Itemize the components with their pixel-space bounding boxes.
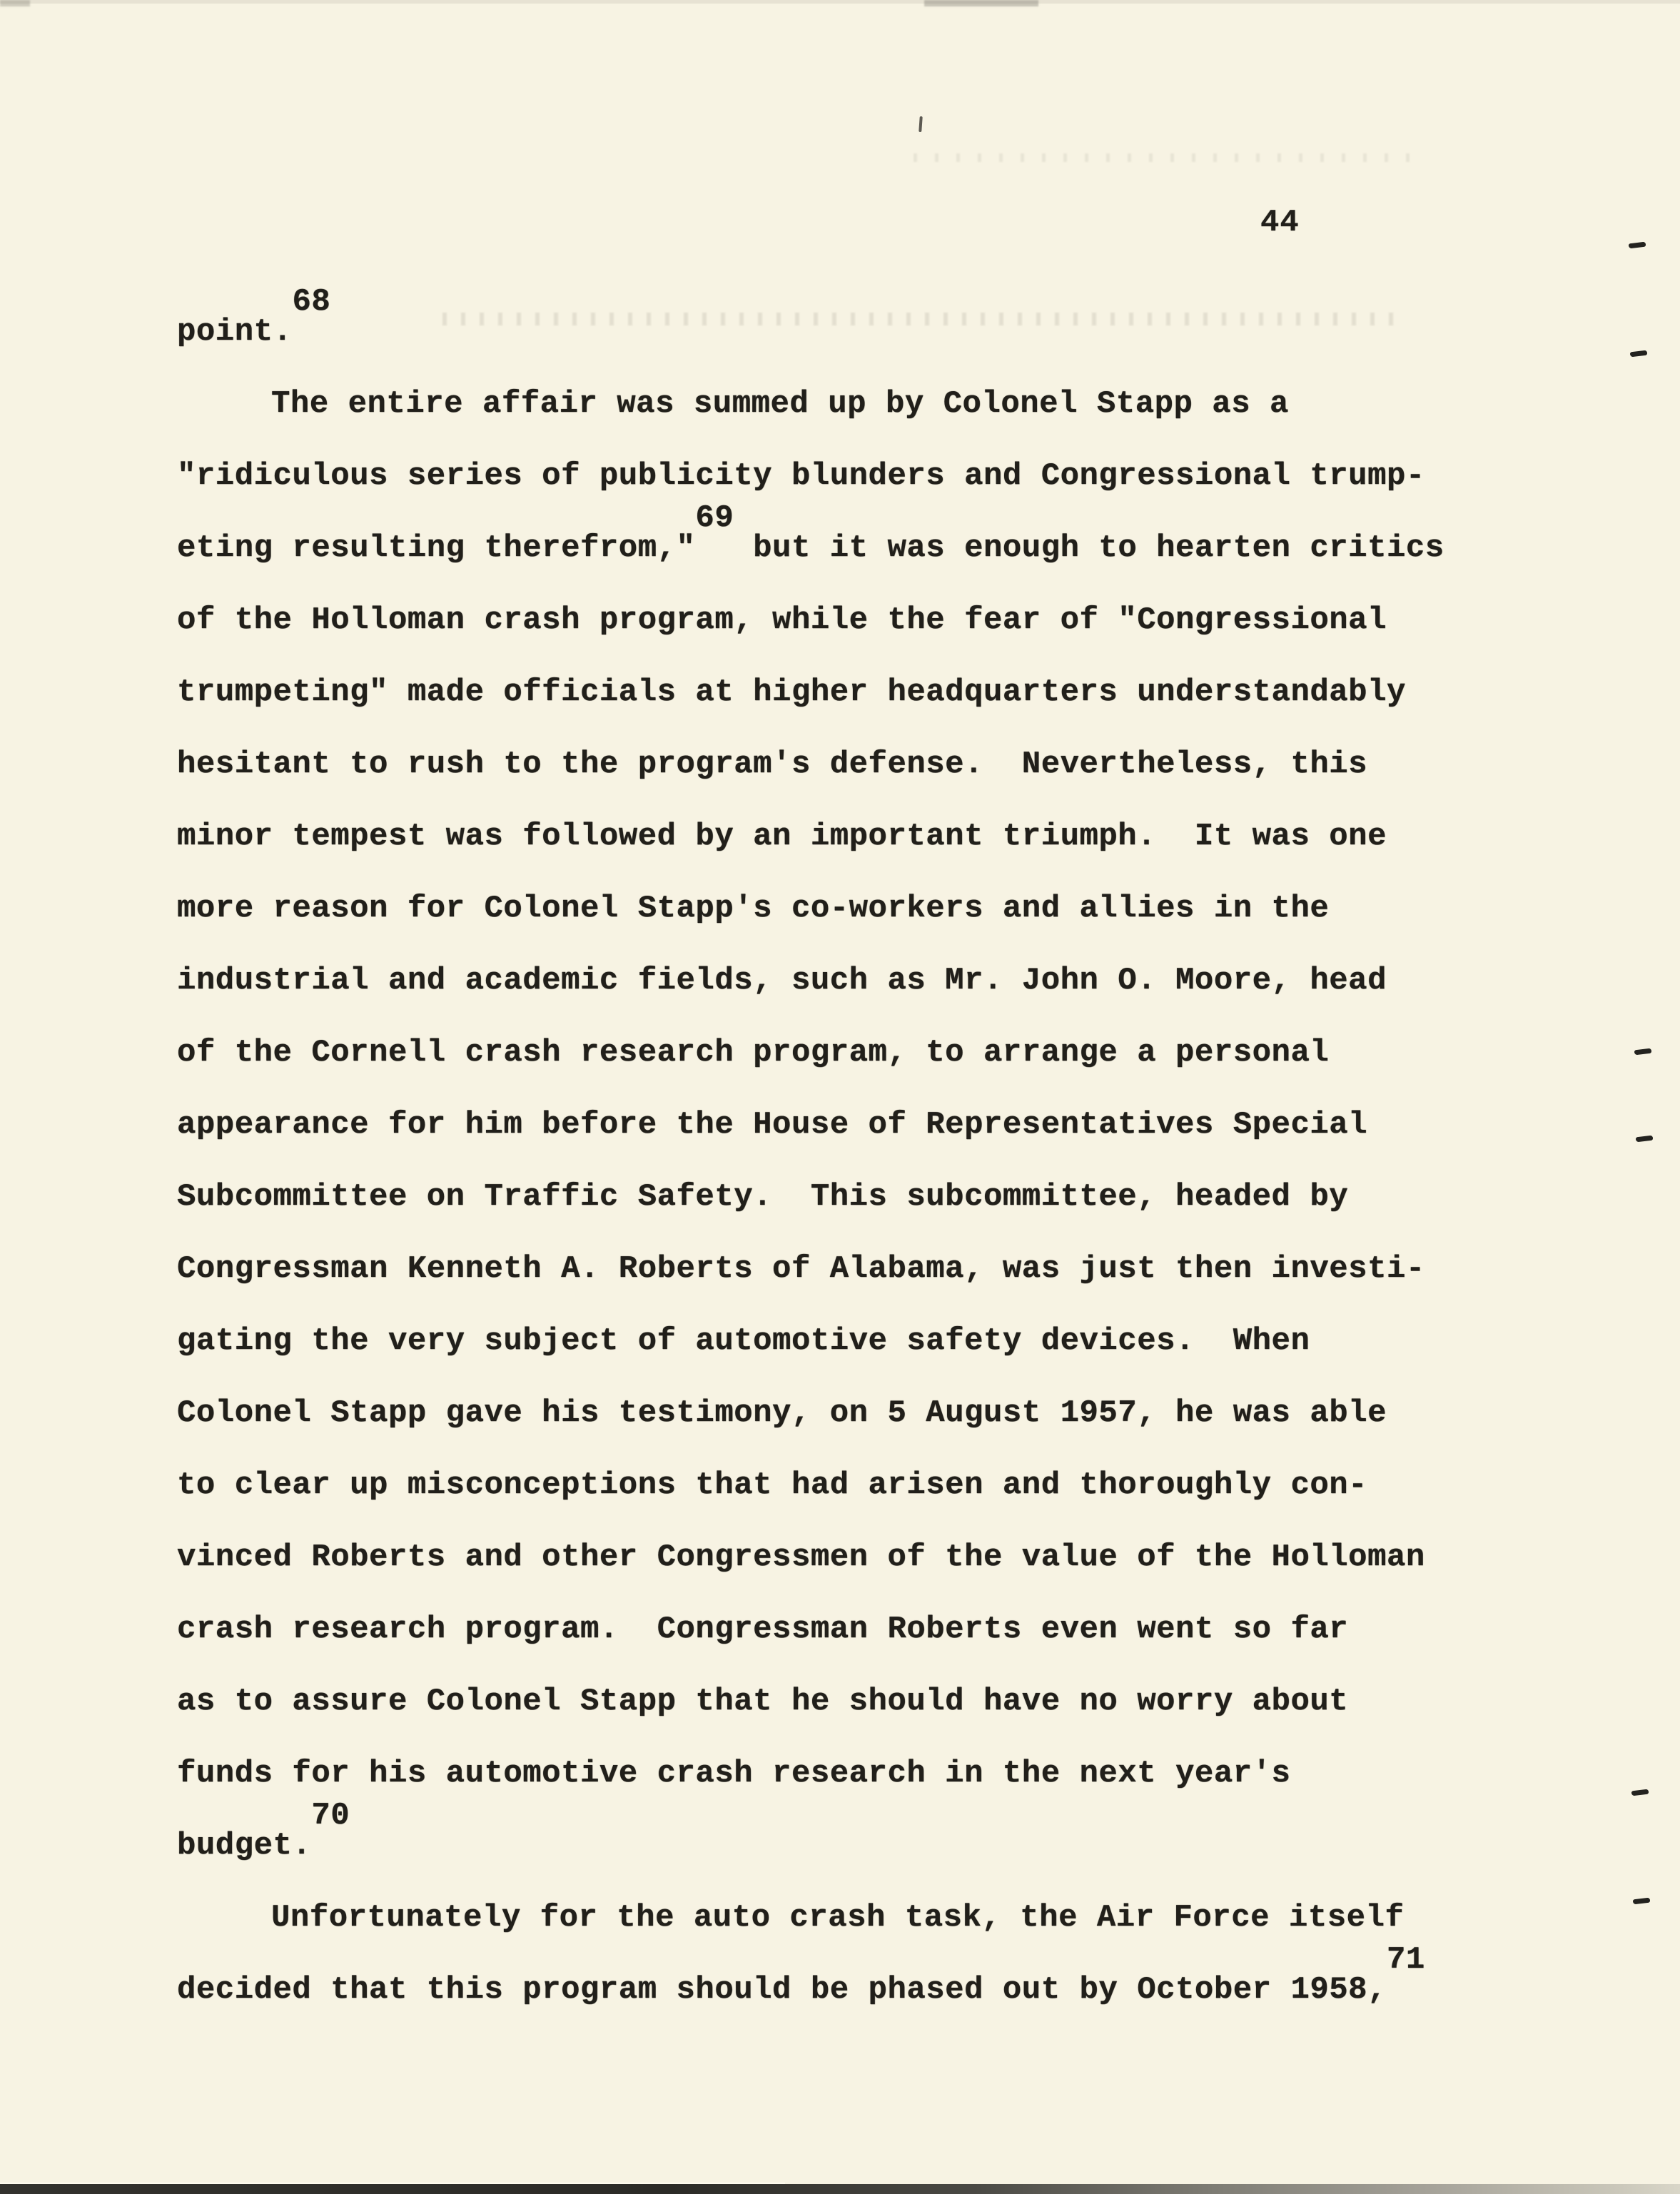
text-line (177, 1942, 1454, 2026)
line-text: of the Holloman crash program, while the fear of "Congressional (177, 602, 1387, 638)
scan-smudge (442, 313, 1399, 325)
line-text: gating the very subject of automotive safety devices. When (177, 1323, 1310, 1359)
line-text: hesitant to rush to the program's defense. Nevertheless, this (177, 747, 1368, 782)
line-text: eting resulting therefrom," (177, 530, 696, 566)
text-line (177, 284, 1454, 368)
line-text: trumpeting" made officials at higher headquarters understandably (177, 674, 1406, 710)
line-text: Colonel Stapp gave his testimony, on 5 August 1957, he was able (177, 1395, 1387, 1431)
scan-artifact-dash (1631, 1789, 1649, 1796)
line-text: "ridiculous series of publicity blunders and Congressional trump- (177, 458, 1425, 494)
line-text: budget. (177, 1828, 312, 1864)
text-line (177, 1089, 1454, 1161)
scan-edge-bottom (0, 2184, 1680, 2194)
text-line (177, 1377, 1454, 1450)
footnote-reference: 69 (695, 500, 734, 537)
line-text: decided that this program should be phased out by October 1958, (177, 1972, 1387, 2008)
line-text: Congressman Kenneth A. Roberts of Alabama, was just then investi- (177, 1251, 1425, 1287)
text-line (177, 1594, 1454, 1666)
text-line (177, 1666, 1454, 1738)
footnote-reference: 70 (311, 1798, 350, 1834)
scan-artifact-dash (1630, 350, 1648, 358)
text-line (177, 873, 1454, 945)
text-line (177, 440, 1454, 512)
line-text: appearance for him before the House of Representatives Special (177, 1107, 1368, 1143)
scan-artifact-dash (1633, 1898, 1651, 1905)
line-text: industrial and academic fields, such as Mr. John O. Moore, head (177, 963, 1387, 999)
line-text: funds for his automotive crash research in the next year's (177, 1756, 1291, 1791)
text-line (177, 657, 1454, 729)
text-line (177, 500, 1454, 585)
text-line (177, 368, 1454, 440)
scan-smudge (914, 153, 1413, 162)
scan-artifact-dash (1636, 1136, 1654, 1143)
scan-smudge (924, 0, 1038, 6)
scan-smudge (0, 0, 30, 6)
footnote-reference: 71 (1386, 1942, 1425, 1978)
line-text: of the Cornell crash research program, to arrange a personal (177, 1035, 1330, 1071)
text-line (177, 1522, 1454, 1594)
line-text: more reason for Colonel Stapp's co-workers and allies in the (177, 891, 1330, 926)
scan-artifact-dash (1629, 242, 1646, 249)
text-line (177, 1738, 1454, 1810)
text-line (177, 585, 1454, 657)
text-line (177, 1450, 1454, 1522)
document-text (177, 284, 1454, 2026)
text-line (177, 1161, 1454, 1233)
page-number: 44 (1260, 205, 1300, 241)
footnote-reference: 68 (292, 284, 331, 320)
text-line (177, 1798, 1454, 1882)
line-text: but it was enough to hearten critics (734, 530, 1444, 566)
text-line (177, 1017, 1454, 1089)
line-text: to clear up misconceptions that had arisen and thoroughly con- (177, 1467, 1368, 1503)
text-line (177, 729, 1454, 801)
text-line (177, 1882, 1454, 1954)
text-line (177, 945, 1454, 1017)
line-text: Subcommittee on Traffic Safety. This subcommittee, headed by (177, 1179, 1349, 1215)
line-text: minor tempest was followed by an important triumph. It was one (177, 819, 1387, 854)
line-text: crash research program. Congressman Roberts even went so far (177, 1612, 1349, 1647)
scan-speck (919, 116, 923, 132)
line-text: vinced Roberts and other Congressmen of the value of the Holloman (177, 1540, 1425, 1575)
text-line (177, 1305, 1454, 1377)
scan-artifact-dash (1634, 1048, 1652, 1056)
text-line (177, 801, 1454, 873)
scan-edge-top (0, 0, 1680, 4)
line-text: as to assure Colonel Stapp that he should have no worry about (177, 1684, 1349, 1719)
line-text: Unfortunately for the auto crash task, the Air Force itself (271, 1900, 1405, 1936)
line-text: The entire affair was summed up by Colonel Stapp as a (271, 386, 1289, 422)
text-line (177, 1233, 1454, 1305)
line-text: point. (177, 314, 293, 350)
